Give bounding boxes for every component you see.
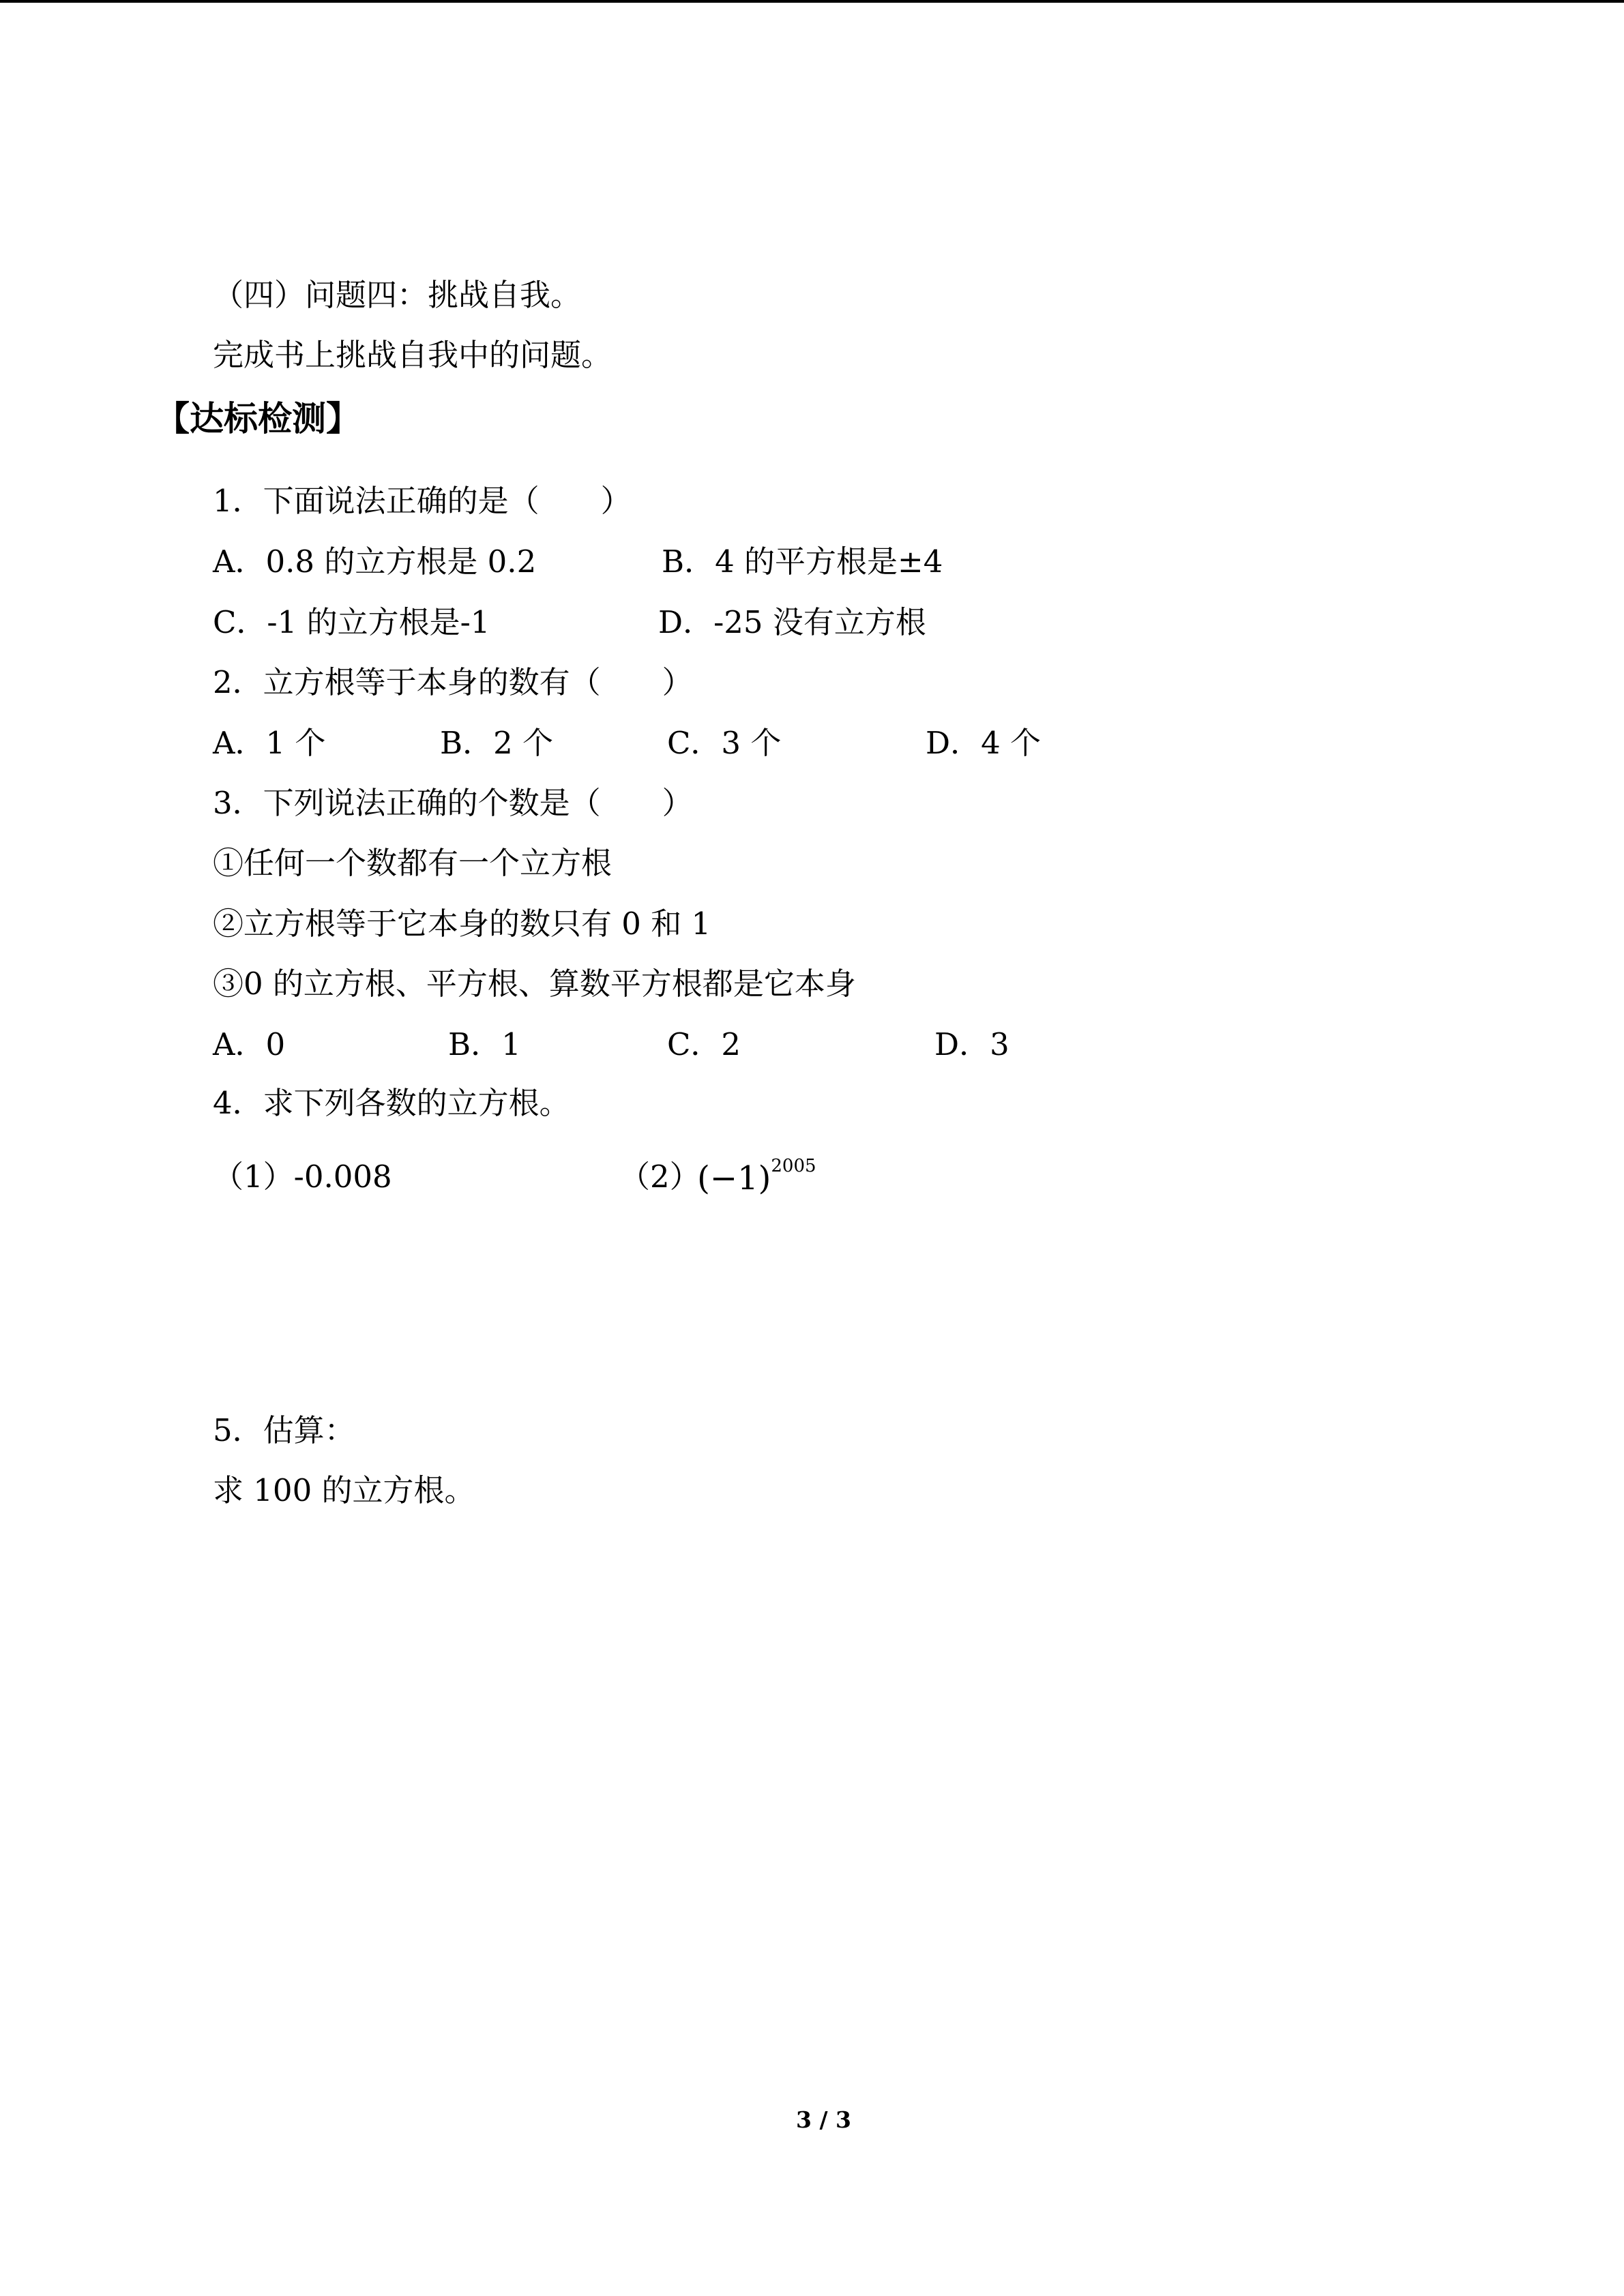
q1-option-d: D．-25 没有立方根	[658, 604, 926, 640]
q4-part-1: （1）-0.008	[213, 1159, 392, 1195]
q1-option-a: A．0.8 的立方根是 0.2	[213, 543, 537, 580]
q2-option-b: B．2 个	[440, 725, 554, 761]
q2-option-d: D．4 个	[926, 725, 1042, 761]
q3-stem: 3．下列说法正确的个数是（ ）	[213, 785, 693, 821]
q3-option-c: C．2	[667, 1026, 741, 1062]
q4-stem: 4．求下列各数的立方根。	[213, 1085, 570, 1121]
q2-option-c: C．3 个	[667, 725, 782, 761]
q3-option-a: A．0	[213, 1026, 286, 1062]
q5-stem: 5．估算：	[213, 1412, 355, 1448]
q2-stem: 2．立方根等于本身的数有（ ）	[213, 664, 693, 700]
q4-part-2-exponent: 2005	[771, 1156, 816, 1176]
page-number: 3 / 3	[796, 2106, 851, 2133]
q5-text: 求 100 的立方根。	[213, 1472, 475, 1508]
q3-statement-2: ②立方根等于它本身的数只有 0 和 1	[213, 906, 711, 942]
page-top-border	[0, 0, 1624, 3]
q3-statement-1: ①任何一个数都有一个立方根	[213, 845, 612, 881]
q3-option-d: D．3	[934, 1026, 1009, 1062]
q1-option-b: B．4 的平方根是±4	[662, 543, 943, 580]
test-title: 【达标检测】	[156, 399, 360, 438]
section4-text: 完成书上挑战自我中的问题。	[213, 337, 612, 373]
q2-option-a: A．1 个	[213, 725, 326, 761]
q4-part-2-expression	[690, 1151, 816, 1195]
q4-part-2-base: (−1)	[697, 1159, 771, 1197]
q3-option-b: B．1	[448, 1026, 521, 1062]
section4-heading: （四）问题四：挑战自我。	[213, 277, 582, 313]
q1-option-c: C．-1 的立方根是-1	[213, 604, 490, 640]
q1-stem: 1．下面说法正确的是（ ）	[213, 483, 632, 519]
q4-part-2-label: （2）	[619, 1159, 700, 1195]
q3-statement-3: ③0 的立方根、平方根、算数平方根都是它本身	[213, 966, 856, 1002]
